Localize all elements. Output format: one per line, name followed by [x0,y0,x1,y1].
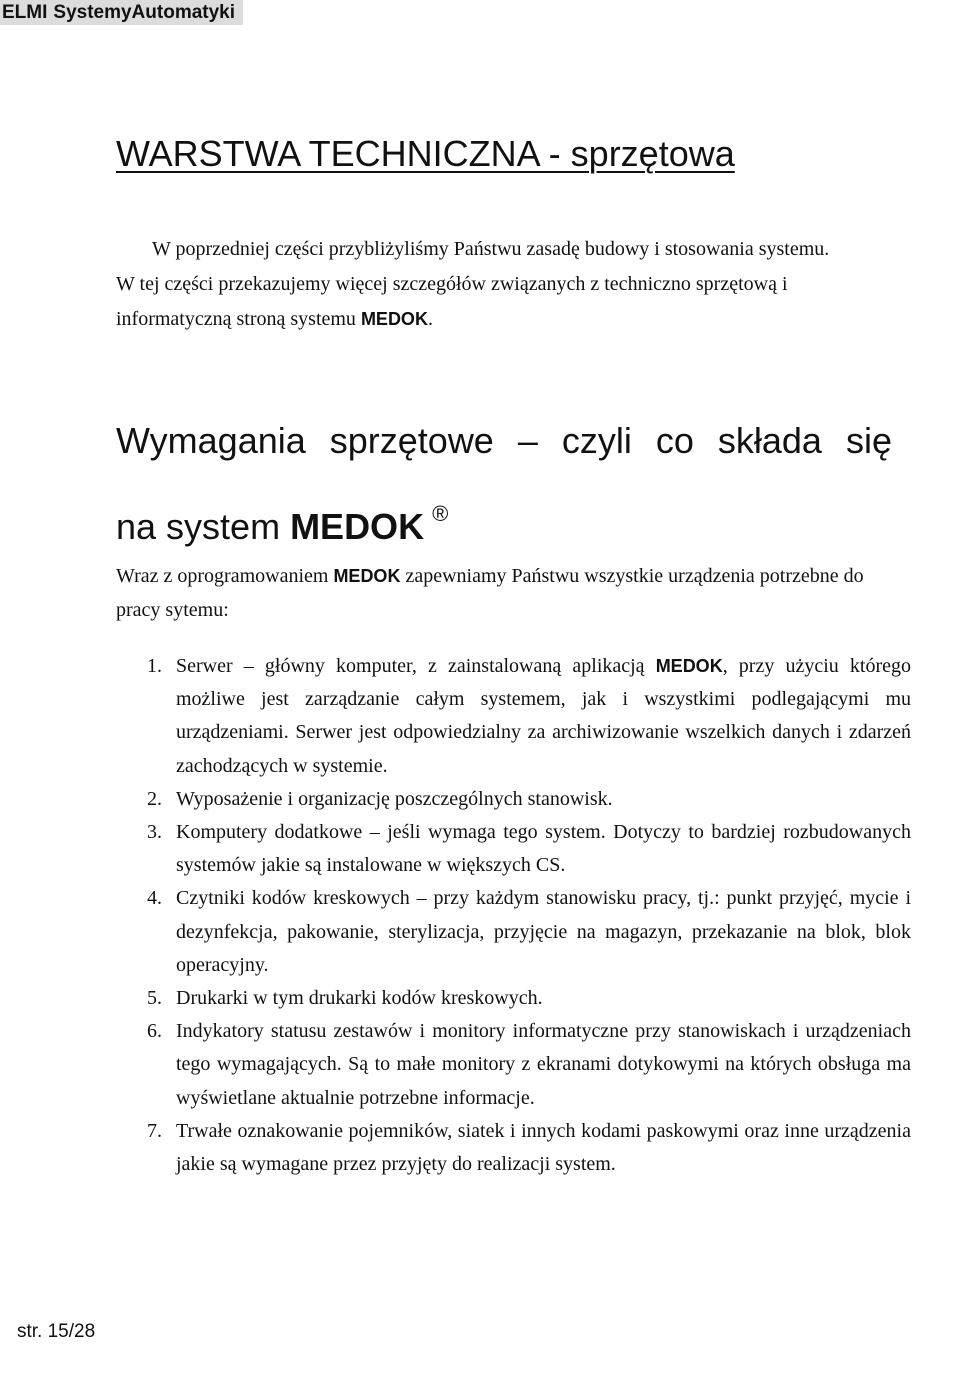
intro-text: W poprzedniej części przybliżyliśmy Państwu zasadę budowy i stosowania systemu. W tej części przekazujemy więcej szczegółów związanych z techniczno sprzętową i informatyczną stroną systemu [116,238,830,330]
intro-end: . [427,308,433,330]
company-header [0,0,243,25]
list-item-text: Czytniki kodów kreskowych – przy każdym stanowisku pracy, tj.: punkt przyjęć, mycie i dezynfekcja, pakowanie, sterylizacja, przyjęcie na magazyn, przekazanie na blok, blok operacyjny. [176,887,911,976]
medok-brand: MEDOK [655,656,723,676]
list-item-text-part: , przy użyciu którego możliwe jest zarządzanie całym systemem, jak i wszystkimi podlegającymi mu urządzeniami. Serwer jest odpowiedzialny za archiwizowanie wszelkich danych i zdarzeń zachodzących w systemie. [176,655,911,777]
list-item [136,882,911,982]
list-item-number: 4. [147,887,162,910]
list-item-number: 6. [147,1020,162,1043]
list-item-text: Indykatory statusu zestawów i monitory informatyczne przy stanowiskach i urządzeniach tego wymagających. Są to małe monitory z ekranami dotykowymi na których obsługa ma wyświetlane aktualnie potrzebne informacje. [176,1020,911,1109]
intro-paragraph [116,232,844,337]
list-item-number: 5. [147,987,162,1010]
page-title: WARSTWA TECHNICZNA - sprzętowa [116,133,735,174]
list-item-text-part: Serwer – główny komputer, z zainstalowaną aplikacją [176,655,656,677]
registered-mark: ® [432,501,449,526]
medok-brand: MEDOK [333,566,401,586]
list-item-number: 3. [147,821,162,844]
brand-name: ELMI [2,2,48,23]
list-item-number: 7. [147,1119,162,1142]
list-item-text: Trwałe oznakowanie pojemników, siatek i innych kodami paskowymi oraz inne urządzenia jakie są wymagane przez przyjęty do realizacji system. [176,1119,911,1176]
list-item-text: Komputery dodatkowe – jeśli wymaga tego system. Dotyczy to bardziej rozbudowanych systemów jakie są instalowane w większych CS. [176,821,911,877]
lead-before: Wraz z oprogramowaniem [116,565,334,587]
section-heading-prefix: na system [116,506,291,547]
list-item [136,982,911,1015]
page-number: str. 15/28 [17,1321,96,1342]
medok-brand: MEDOK [360,309,428,329]
lead-after: zapewniamy Państwu wszystkie urządzenia potrzebne do pracy sytemu: [116,565,864,621]
list-item-text: Wyposażenie i organizację poszczególnych stanowisk. [176,787,613,810]
list-item-number: 2. [147,787,162,810]
section-heading [116,404,916,563]
lead-paragraph [116,559,876,627]
section-heading-line2 [116,501,449,547]
requirements-list [136,650,911,1181]
brand-tagline: SystemyAutomatyki [53,2,236,23]
list-item [136,1015,911,1115]
list-item [136,783,911,816]
list-item-text [176,650,911,783]
list-item [136,1115,911,1181]
list-item-text: Drukarki w tym drukarki kodów kreskowych. [176,987,543,1010]
list-item-number: 1. [147,655,162,677]
list-item [136,650,911,783]
list-item [136,816,911,882]
medok-brand: MEDOK [290,506,425,547]
section-heading-line1: Wymagania sprzętowe – czyli co składa się [116,420,892,461]
